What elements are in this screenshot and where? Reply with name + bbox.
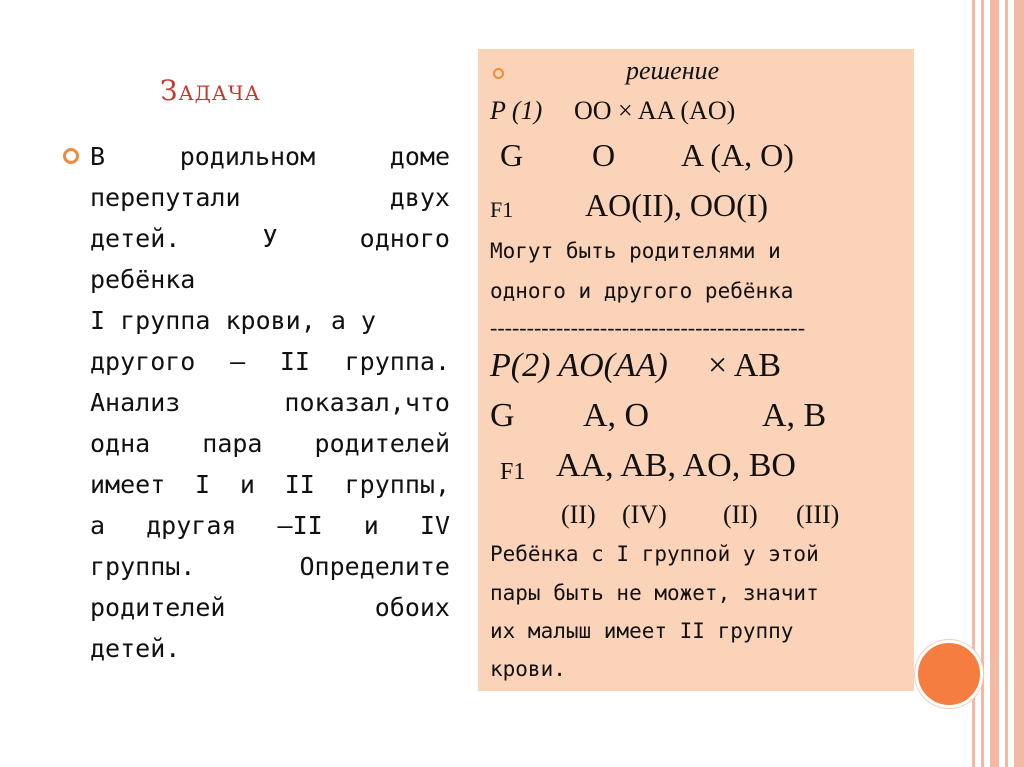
p1-cross: OO × AA (AO)	[574, 96, 736, 125]
g2-label: G	[490, 397, 515, 434]
problem-line: родителей обоих	[90, 593, 450, 622]
p2-label: P(2) AO(AA)	[490, 347, 668, 384]
f2-group: (II)	[561, 500, 596, 529]
problem-line: имеет I и II группы,	[90, 470, 450, 499]
bullet-icon	[63, 148, 79, 164]
note2-line: Ребёнка с I группой у этой	[490, 542, 819, 566]
note2-line: крови.	[490, 657, 566, 681]
g2-gamete: A, O	[583, 397, 650, 434]
problem-line: детей. У одного	[90, 224, 450, 253]
note1-line: Могут быть родителями и	[490, 239, 781, 263]
problem-line: ребёнка	[90, 265, 196, 294]
problem-line: а другая –II и IV	[90, 511, 450, 540]
note2-line: их малыш имеет II группу	[490, 619, 794, 643]
f2-group: (III)	[796, 500, 840, 529]
solution-heading: решение	[626, 56, 720, 85]
p1-label: P (1)	[490, 96, 543, 125]
problem-text	[90, 136, 450, 669]
f1-label: F1	[490, 197, 514, 222]
problem-line: группы. Определите	[90, 552, 450, 581]
bullet-icon	[493, 68, 504, 79]
problem-line: I группа крови, а у	[90, 306, 376, 335]
separator: -------------------------------------------	[490, 315, 806, 340]
problem-line: одна пара родителей	[90, 429, 450, 458]
solution-panel	[478, 49, 914, 691]
f2-group: (IV)	[622, 500, 667, 529]
g1-label: G	[500, 137, 524, 173]
g1-gamete: A (A, O)	[681, 137, 794, 173]
f2-result: AA, AB, AO, BO	[556, 447, 796, 484]
problem-line: В родильном доме	[90, 142, 450, 171]
note2-line: пары быть не может, значит	[490, 581, 819, 605]
g2-gamete: A, B	[762, 397, 827, 434]
problem-line: перепутали двух	[90, 183, 450, 212]
f2-label: F1	[500, 459, 526, 485]
problem-line: Анализ показал,что	[90, 388, 450, 417]
problem-line: другого – II группа.	[90, 347, 450, 376]
problem-line: детей.	[90, 634, 181, 663]
decorative-stripes	[972, 0, 1024, 767]
f2-group: (II)	[723, 500, 758, 529]
g1-gamete: O	[592, 137, 616, 173]
p2-cross: × AB	[708, 347, 782, 384]
decorative-circle	[915, 640, 983, 708]
slide-title: Задача	[160, 74, 261, 107]
note1-line: одного и другого ребёнка	[490, 279, 794, 303]
f1-result: AO(II), OO(I)	[585, 187, 769, 223]
